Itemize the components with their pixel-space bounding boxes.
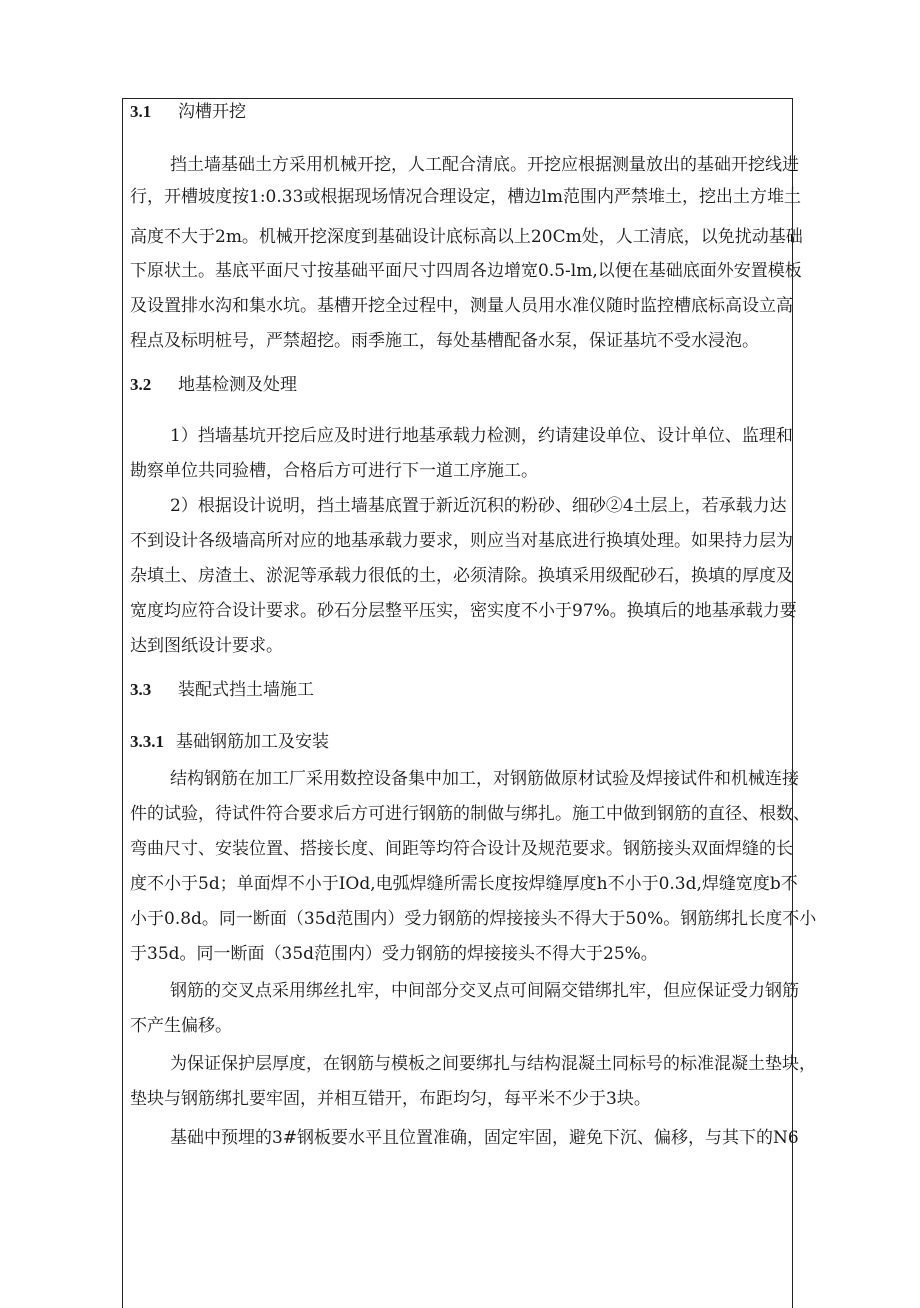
paragraph-line: 为保证保护层厚度，在钢筋与模板之间要绑扎与结构混凝土同标号的标准混凝土垫块， bbox=[170, 1054, 816, 1074]
section-title: 基础钢筋加工及安装 bbox=[176, 732, 329, 752]
paragraph-line: 高度不大于2m。机械开挖深度到基础设计底标高以上20Cm处，人工清底，以免扰动基础 bbox=[130, 227, 803, 247]
section-number: 3.3.1 bbox=[130, 732, 164, 751]
paragraph-line: 勘察单位共同验槽，合格后方可进行下一道工序施工。 bbox=[130, 461, 538, 481]
section-heading-3-3-1 bbox=[130, 732, 329, 752]
paragraph-line: 程点及标明桩号，严禁超挖。雨季施工，每处基槽配备水泵，保证基坑不受水浸泡。 bbox=[130, 331, 759, 351]
section-heading-3-1 bbox=[130, 102, 246, 122]
paragraph-line: 不产生偏移。 bbox=[130, 1016, 232, 1036]
paragraph-line: 挡土墙基础土方采用机械开挖，人工配合清底。开挖应根据测量放出的基础开挖线进 bbox=[170, 155, 799, 175]
section-heading-3-2 bbox=[130, 375, 297, 395]
paragraph-line: 垫块与钢筋绑扎要牢固，并相互错开，布距均匀，每平米不少于3块。 bbox=[130, 1089, 651, 1109]
section-title: 装配式挡土墙施工 bbox=[178, 680, 314, 700]
paragraph-line: 下原状土。基底平面尺寸按基础平面尺寸四周各边增宽0.5-lm,以便在基础底面外安置模板 bbox=[130, 261, 802, 281]
paragraph-line: 达到图纸设计要求。 bbox=[130, 636, 283, 656]
paragraph-line: 小于0.8d。同一断面（35d范围内）受力钢筋的焊接接头不得大于50%。钢筋绑扎长度不小 bbox=[130, 909, 817, 929]
section-number: 3.2 bbox=[130, 375, 152, 394]
paragraph-line: 不到设计各级墙高所对应的地基承载力要求，则应当对基底进行换填处理。如果持力层为 bbox=[130, 531, 793, 551]
section-number: 3.1 bbox=[130, 102, 152, 121]
paragraph-line: 2）根据设计说明，挡土墙基底置于新近沉积的粉砂、细砂②4土层上，若承载力达 bbox=[170, 496, 787, 516]
paragraph-line: 宽度均应符合设计要求。砂石分层整平压实，密实度不小于97%。换填后的地基承载力要 bbox=[130, 601, 797, 621]
paragraph-line: 结构钢筋在加工厂采用数控设备集中加工，对钢筋做原材试验及焊接试件和机械连接 bbox=[170, 769, 799, 789]
paragraph-line: 钢筋的交叉点采用绑丝扎牢，中间部分交叉点可间隔交错绑扎牢，但应保证受力钢筋 bbox=[170, 981, 799, 1001]
paragraph-line: 杂填土、房渣土、淤泥等承载力很低的土，必须清除。换填采用级配砂石，换填的厚度及 bbox=[130, 566, 793, 586]
section-title: 沟槽开挖 bbox=[178, 102, 246, 122]
paragraph-line: 行，开槽坡度按1:0.33或根据现场情况合理设定，槽边lm范围内严禁堆土，挖出土方堆土 bbox=[130, 187, 801, 207]
paragraph-line: 基础中预埋的3#钢板要水平且位置准确，固定牢固，避免下沉、偏移，与其下的N6 bbox=[170, 1128, 799, 1148]
paragraph-line: 弯曲尺寸、安装位置、搭接长度、间距等均符合设计及规范要求。钢筋接头双面焊缝的长 bbox=[130, 839, 793, 859]
section-number: 3.3 bbox=[130, 680, 152, 699]
paragraph-line: 于35d。同一断面（35d范围内）受力钢筋的焊接接头不得大于25%。 bbox=[130, 944, 658, 964]
section-heading-3-3 bbox=[130, 680, 314, 700]
paragraph-line: 及设置排水沟和集水坑。基槽开挖全过程中，测量人员用水准仪随时监控槽底标高设立高 bbox=[130, 296, 793, 316]
section-title: 地基检测及处理 bbox=[178, 375, 297, 395]
paragraph-line: 件的试验，待试件符合要求后方可进行钢筋的制做与绑扎。施工中做到钢筋的直径、根数、 bbox=[130, 804, 810, 824]
paragraph-line: 1）挡墙基坑开挖后应及时进行地基承载力检测，约请建设单位、设计单位、监理和 bbox=[170, 426, 793, 446]
paragraph-line: 度不小于5d；单面焊不小于IOd,电弧焊缝所需长度按焊缝厚度h不小于0.3d,焊缝宽度b不 bbox=[130, 874, 798, 894]
